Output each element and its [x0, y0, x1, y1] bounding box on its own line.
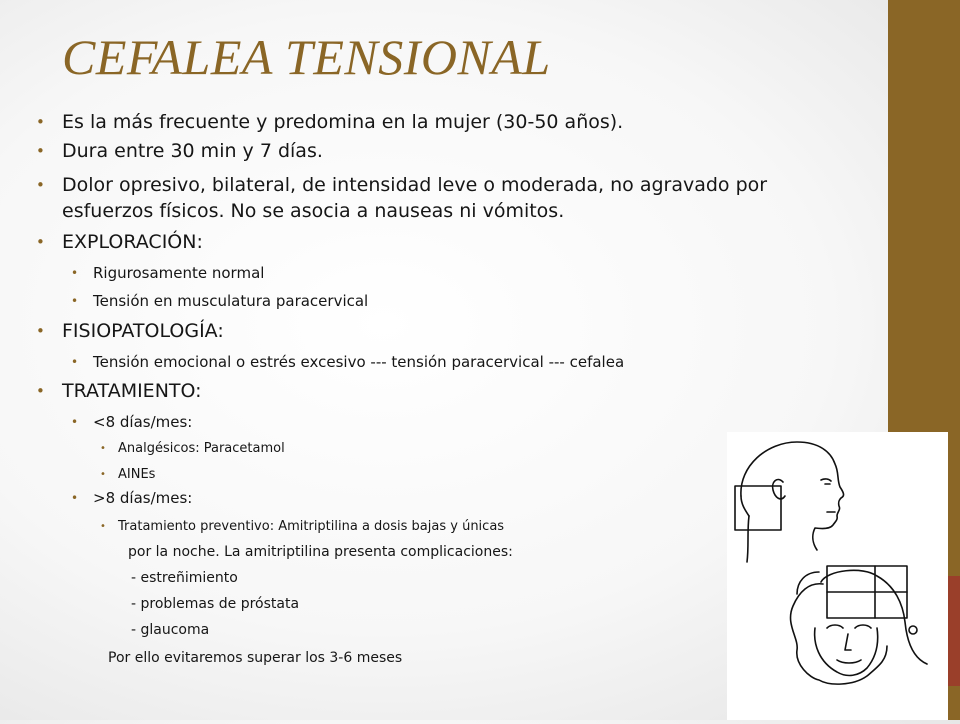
- bullet-dot: •: [36, 142, 45, 160]
- item-text: <8 días/mes:: [93, 413, 193, 431]
- bullet-dot: •: [71, 294, 79, 308]
- bullet-text: Dura entre 30 min y 7 días.: [62, 140, 323, 162]
- bullet-tratamiento: [36, 379, 202, 403]
- item-text: Tratamiento preventivo: Amitriptilina a dosis bajas y únicas: [118, 519, 505, 534]
- tratamiento-gt8: [71, 488, 193, 508]
- bullet-dot: •: [36, 113, 45, 131]
- bullet-dolor: [36, 173, 768, 197]
- bullet-text: Es la más frecuente y predomina en la mujer (30-50 años).: [62, 111, 624, 133]
- side-accent-marker: [948, 576, 960, 686]
- bullet-dot: •: [71, 355, 79, 369]
- bullet-dot: •: [36, 382, 45, 400]
- item-text: >8 días/mes:: [93, 489, 193, 507]
- tratamiento-preventivo: [100, 518, 505, 536]
- bullet-exploracion: [36, 230, 203, 254]
- bullet-text: esfuerzos físicos. No se asocia a nauseas ni vómitos.: [62, 200, 565, 222]
- bullet-text: EXPLORACIÓN:: [62, 231, 203, 253]
- bullet-dot: •: [100, 521, 106, 532]
- slide-title: CEFALEA TENSIONAL: [62, 29, 551, 85]
- tratamiento-lt8: [71, 412, 193, 432]
- bullet-text: TRATAMIENTO:: [62, 380, 202, 402]
- headache-illustration: [727, 432, 948, 720]
- tratamiento-analgesicos: [100, 440, 285, 458]
- item-text: Analgésicos: Paracetamol: [118, 441, 285, 456]
- bullet-frecuencia: [36, 110, 624, 134]
- bullet-text: FISIOPATOLOGÍA:: [62, 320, 224, 342]
- fisiopatologia-item-1: [71, 352, 625, 372]
- bullet-duracion: [36, 139, 323, 163]
- complication-2: - problemas de próstata: [131, 596, 300, 612]
- exploracion-item-2: [71, 291, 369, 311]
- bullet-dot: •: [36, 176, 45, 194]
- bullet-dot: •: [100, 469, 106, 480]
- item-text: AINEs: [118, 467, 156, 482]
- bullet-dot: •: [36, 233, 45, 251]
- exploracion-item-1: [71, 263, 265, 283]
- bullet-dot: •: [100, 443, 106, 454]
- head-drawing: [727, 432, 948, 720]
- bullet-fisiopatologia: [36, 319, 224, 343]
- bullet-text: Dolor opresivo, bilateral, de intensidad leve o moderada, no agravado por: [62, 174, 768, 196]
- tratamiento-conclusion: Por ello evitaremos superar los 3-6 meses: [108, 650, 403, 666]
- item-text: Tensión emocional o estrés excesivo --- tensión paracervical --- cefalea: [93, 353, 625, 371]
- bullet-dot: •: [71, 491, 79, 505]
- tratamiento-preventivo-cont: por la noche. La amitriptilina presenta complicaciones:: [128, 544, 513, 560]
- bullet-dolor-cont: [62, 199, 564, 223]
- bullet-dot: •: [36, 322, 45, 340]
- bullet-dot: •: [71, 266, 79, 280]
- tratamiento-aines: [100, 466, 156, 484]
- complication-3: - glaucoma: [131, 622, 210, 638]
- bullet-dot: •: [71, 415, 79, 429]
- complication-1: - estreñimiento: [131, 570, 238, 586]
- item-text: Rigurosamente normal: [93, 264, 265, 282]
- item-text: Tensión en musculatura paracervical: [93, 292, 369, 310]
